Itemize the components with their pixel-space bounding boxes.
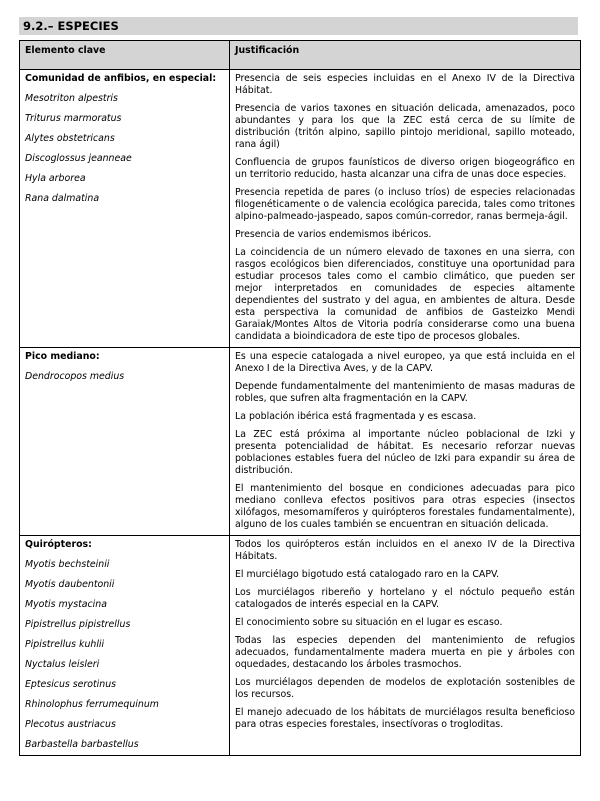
species-name: Dendrocopos medius bbox=[25, 371, 125, 382]
species-name: Mesotriton alpestris bbox=[25, 93, 118, 104]
species-name: Rhinolophus ferrumequinum bbox=[25, 699, 159, 710]
header-element: Elemento clave bbox=[20, 41, 230, 70]
species-name: Alytes obstetricans bbox=[25, 133, 115, 144]
table-row bbox=[20, 536, 581, 756]
element-cell bbox=[20, 536, 230, 756]
justification-paragraph: La población ibérica está fragmentada y es escasa. bbox=[235, 411, 477, 422]
element-title: Pico mediano: bbox=[25, 351, 100, 362]
element-title: Comunidad de anfibios, en especial: bbox=[25, 73, 217, 84]
justification-cell bbox=[230, 70, 581, 348]
species-name: Triturus marmoratus bbox=[25, 113, 122, 124]
justification-paragraph: La ZEC está próxima al importante núcleo poblacional de Izki y presenta potencialidad de hábitat. Es necesario reforzar nuevas poblaciones estables fuera del núcleo de Izki para expandir su área de distribución. bbox=[235, 429, 575, 476]
justification-paragraph: Todas las especies dependen del mantenimiento de refugios adecuados, fundamentalmente madera muerta en pie y árboles con oquedades, destacando los árboles trasmochos. bbox=[235, 635, 575, 670]
justification-paragraph: La coincidencia de un número elevado de taxones en una sierra, con rasgos ecológicos bien diferenciados, constituye una oportunidad para estudiar procesos tales como el cambio climático, que pueden ser mejor interpretados en comunidades de especies altamente dependientes del sustrato y del agua, en ambientes de altura. Desde esta perspectiva la comunidad de anfibios de Gasteizko Mendi Garaiak/Montes Altos de Vitoria podría considerarse como una buena candidata a bioindicadora de este tipo de procesos globales. bbox=[235, 247, 575, 342]
justification-cell bbox=[230, 536, 581, 756]
header-justification: Justificación bbox=[230, 41, 581, 70]
table-row bbox=[20, 348, 581, 536]
justification-paragraph: El mantenimiento del bosque en condiciones adecuadas para pico mediano conlleva efectos positivos para otras especies (insectos xilófagos, mesomamíferos y quirópteros forestales fundamentalmente), alguno de los cuales también se encuentran en situación delicada. bbox=[235, 483, 575, 530]
table-header-row bbox=[20, 41, 581, 70]
justification-paragraph: Confluencia de grupos faunísticos de diverso origen biogeográfico en un territorio reducido, hasta alcanzar una cifra de unas doce especies. bbox=[235, 157, 575, 180]
element-title: Quirópteros: bbox=[25, 539, 92, 550]
species-name: Myotis bechsteinii bbox=[25, 559, 110, 570]
species-table bbox=[19, 40, 581, 756]
species-name: Myotis mystacina bbox=[25, 599, 107, 610]
element-cell bbox=[20, 70, 230, 348]
species-name: Hyla arborea bbox=[25, 173, 86, 184]
element-cell bbox=[20, 348, 230, 536]
species-name: Pipistrellus pipistrellus bbox=[25, 619, 131, 630]
justification-paragraph: El manejo adecuado de los hábitats de murciélagos resulta beneficioso para otras especies forestales, insectívoras o trogloditas. bbox=[235, 707, 575, 730]
justification-cell bbox=[230, 348, 581, 536]
species-name: Plecotus austriacus bbox=[25, 719, 116, 730]
justification-paragraph: Presencia de varios endemismos ibéricos. bbox=[235, 229, 432, 240]
justification-paragraph: Todos los quirópteros están incluidos en el anexo IV de la Directiva Hábitats. bbox=[235, 539, 575, 562]
justification-paragraph: Es una especie catalogada a nivel europeo, ya que está incluida en el Anexo I de la Directiva Aves, y de la CAPV. bbox=[235, 351, 575, 374]
justification-paragraph: Los murciélagos dependen de modelos de explotación sostenibles de los recursos. bbox=[235, 677, 575, 700]
species-name: Pipistrellus kuhlii bbox=[25, 639, 105, 650]
justification-paragraph: Los murciélagos ribereño y hortelano y el nóctulo pequeño están catalogados de interés especial en la CAPV. bbox=[235, 587, 575, 610]
justification-paragraph: El conocimiento sobre su situación en el lugar es escaso. bbox=[235, 617, 503, 628]
species-name: Discoglossus jeanneae bbox=[25, 153, 132, 164]
species-name: Barbastella barbastellus bbox=[25, 739, 139, 750]
species-name: Myotis daubentonii bbox=[25, 579, 115, 590]
justification-paragraph: Presencia de varios taxones en situación delicada, amenazados, poco abundantes y para los que la ZEC está cerca de su límite de distribución (tritón alpino, sapillo pintojo meridional, sapillo moteado, rana ágil) bbox=[235, 103, 575, 150]
justification-paragraph: Depende fundamentalmente del mantenimiento de masas maduras de robles, que sufren alta fragmentación en la CAPV. bbox=[235, 381, 575, 404]
justification-paragraph: Presencia de seis especies incluidas en el Anexo IV de la Directiva Hábitat. bbox=[235, 73, 575, 96]
species-name: Nyctalus leisleri bbox=[25, 659, 100, 670]
section-title: 9.2.– ESPECIES bbox=[19, 17, 578, 35]
species-name: Rana dalmatina bbox=[25, 193, 100, 204]
table-row bbox=[20, 70, 581, 348]
justification-paragraph: El murciélago bigotudo está catalogado raro en la CAPV. bbox=[235, 569, 500, 580]
species-name: Eptesicus serotinus bbox=[25, 679, 117, 690]
justification-paragraph: Presencia repetida de pares (o incluso tríos) de especies relacionadas filogenéticamente o de valencia ecológica parecida, tales como tritones alpino-palmeado-jaspeado, sapos común-corredor, ranas bermeja-ágil. bbox=[235, 187, 575, 222]
